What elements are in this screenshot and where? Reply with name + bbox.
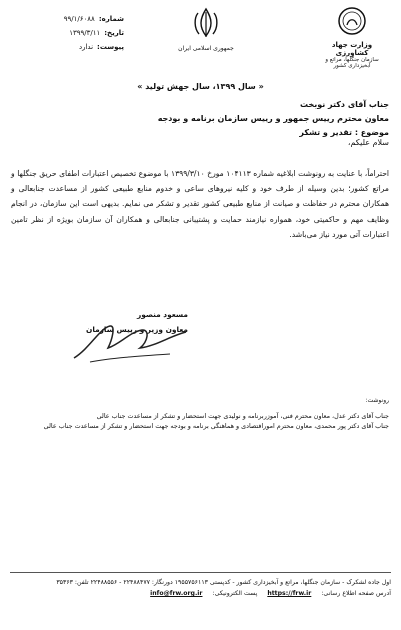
handwritten-signature [70, 318, 190, 368]
addressee-name: جناب آقای دکتر نوبخت [299, 100, 389, 109]
cc-heading: رونوشت: [365, 397, 389, 404]
site-label: آدرس صفحه اطلاع رسانی: [321, 590, 391, 597]
jahad-logo-icon [337, 6, 367, 36]
signer-name: مسعود منصور [136, 310, 188, 319]
organization-name: سازمان جنگلها، مراتع و آبخیزداری کشور [325, 57, 379, 69]
meta-number-row [14, 12, 124, 26]
letter-body: احتراماً، با عنایت به رونوشت ابلاغیه شماره ۱۰۴۱۱۳ مورخ ۱۳۹۹/۳/۱۰ با موضوع تخصیص اعتبارات اطفای حریق جنگلها و مراتع کشور؛ بدین وسیله از طرف خود و کلیه نیروهای ساعی و خدوم منابع طبیعی کشور از مساعدت جنابعالی و همکاران محترم در حفاظت و صیانت از منابع طبیعی کشور تقدیر و تشکر می نمایم. بدیهی است این سازمان، در انجام وظایف مهم و حاکمیتی خود، همواره نیازمند حمایت و پشتیبانی جنابعالی و همکاران آن سازمان بویژه از نظر تامین اعتبارات آتی مورد نیاز می‌باشد. [11, 169, 390, 239]
letter-subject: موضوع : تقدیر و تشکر [299, 128, 389, 137]
date-label: تاریخ: [104, 29, 124, 37]
email-link[interactable]: info@frw.org.ir [150, 590, 203, 597]
addressee-block [12, 98, 389, 140]
emblem-caption: جمهوری اسلامی ایران [178, 45, 234, 52]
meta-attachment-row [14, 40, 124, 54]
footer-contact [10, 588, 391, 599]
website-link[interactable]: https://frw.ir [267, 590, 312, 597]
number-label: شماره: [98, 15, 124, 23]
ministry-logo [317, 6, 387, 69]
date-value: ۱۳۹۹/۳/۱۱ [69, 29, 101, 37]
attachment-label: پیوست: [97, 43, 124, 51]
attachment-value: ندارد [78, 43, 94, 51]
letter-meta [14, 12, 124, 54]
iran-emblem [178, 6, 234, 52]
letter-footer [10, 572, 391, 599]
cc-line: جناب آقای دکتر پور محمدی، معاون محترم امورافتصادی و هماهنگی برنامه و بودجه جهت استحضار و تشکر از مساعدت جناب عالی [43, 422, 389, 430]
carbon-copy [11, 396, 389, 432]
greeting: سلام علیکم، [347, 138, 389, 147]
signer-title: معاون وزیر و رییس سازمان [86, 325, 188, 334]
addressee-title: معاون محترم رییس جمهور و رییس سازمان برنامه و بودجه [157, 114, 389, 123]
cc-line: جناب آقای دکتر عدل، معاون محترم فنی، آموزربرنامه و نولیدی جهت استحضار و تشکر از مساعدت جناب عالی [96, 411, 389, 420]
emblem-icon [189, 6, 223, 40]
year-slogan: « سال ۱۳۹۹، سال جهش تولید » [137, 82, 264, 91]
meta-date-row [14, 26, 124, 40]
ministry-name: وزارت جهاد کشاورزی [331, 41, 373, 57]
number-value: ۹۹/۱/۶۰۸۸ [63, 15, 95, 23]
footer-address: اول جاده لشکرک - سازمان جنگلها، مراتع و آبخیزداری کشور - کدپستی ۱۹۵۵۷۵۶۱۱۳ دورنگار: ۲۲۴۸۸۴۷۷ - ۲۲۴۸۸۵۵۶ تلفن: ۳۵۳۶۳ [56, 579, 391, 586]
email-label: پست الکترونیکی: [212, 590, 258, 597]
